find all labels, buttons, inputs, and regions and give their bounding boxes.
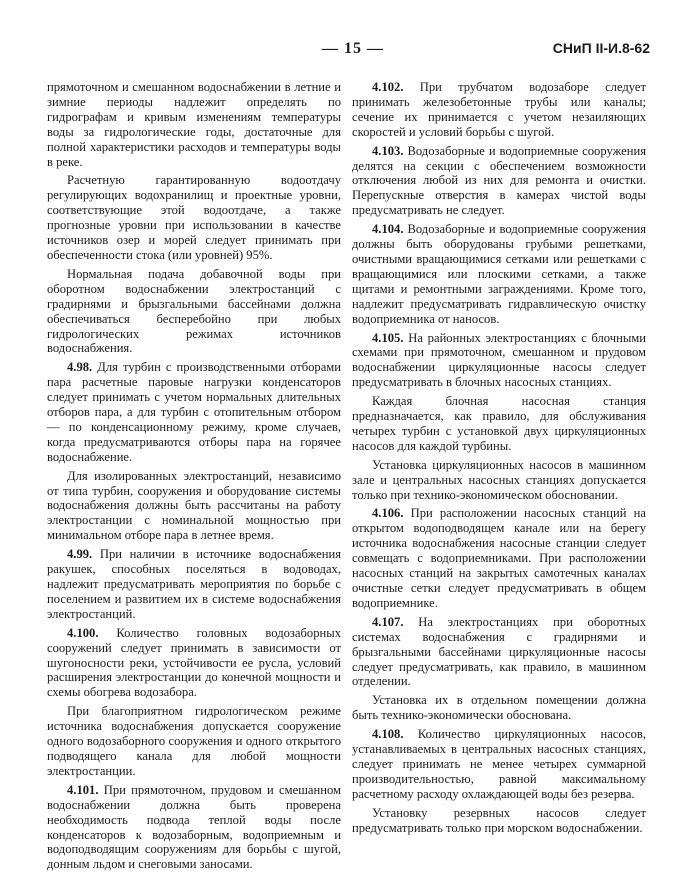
paragraph (352, 693, 646, 723)
paragraph (352, 144, 646, 219)
paragraph-text: Установка циркуляционных насосов в машинном зале и центральных насосных станциях допускается только при технико-экономическом обосновании. (352, 457, 646, 502)
paragraph (352, 458, 646, 503)
paragraph-text: При наличии в источнике водоснабжения ракушек, способных поселяться в водоводах, надлежит предусматривать мероприятия по борьбе с поселением и развитием их в системе водоснабжения электростанций. (47, 547, 341, 621)
paragraph-text: Установку резервных насосов следует предусматривать только при морском водоснабжении. (352, 805, 646, 835)
paragraph-text: При прямоточном, прудовом и смешанном водоснабжении должна быть проверена необходимость подвода теплой воды после конденсаторов к водозаборным, водоприемным и водоподводящим сооружениям для борьбы с шугой, донным льдом и снеговыми заносами. (47, 782, 341, 872)
paragraph-text: Нормальная подача добавочной воды при оборотном водоснабжении электростанций с градирнями и брызгальными бассейнами должна обеспечиваться бесперебойно при любых гидрологических режимах источников водоснабжения. (47, 266, 341, 356)
paragraph (352, 506, 646, 610)
clause-number: 4.100. (67, 625, 99, 640)
paragraph (47, 783, 341, 872)
document-code: СНиП II-И.8-62 (552, 40, 650, 56)
paragraph (352, 394, 646, 454)
left-text-column (47, 80, 341, 876)
paragraph-text: Количество головных водозаборных сооружений следует принимать в зависимости от шугоносности реки, устойчивости ее русла, условий расширения электростанции до конечной мощности и схемы обогрева водозабора. (47, 625, 341, 700)
paragraph (352, 727, 646, 802)
clause-number: 4.108. (372, 727, 404, 742)
paragraph (352, 80, 646, 140)
paragraph (47, 547, 341, 622)
paragraph (352, 331, 646, 391)
paragraph-text: На электростанциях при оборотных системах водоснабжения с градирнями и брызгальными бассейнами циркуляционные насосы следует предусматривать, как правило, в машинном отделении. (352, 614, 646, 689)
paragraph (47, 80, 341, 169)
paragraph-text: Расчетную гарантированную водоотдачу регулирующих водохранилищ и проектные уровни, соответствующие этой водоотдаче, а также прогнозные уровни при использовании в качестве источников озер и морей следует принимать при обеспеченности стока (или уровней) 95%. (47, 173, 341, 262)
paragraph-text: прямоточном и смешанном водоснабжении в летние и зимние периоды надлежит определять по гидрографам и кривым изменениям температуры воды за гидрологические годы, достаточные для полной характеристики расходов и температуры воды в реке. (47, 80, 341, 169)
paragraph-text: Каждая блочная насосная станция предназначается, как правило, для обслуживания четырех турбин с установкой двух циркуляционных насосов для каждой турбины. (352, 394, 646, 453)
paragraph-text: При расположении насосных станций на открытом водоподводящем канале или на берегу источника водоснабжения насосные станции следует совмещать с водоприемниками. При расположении насосных станций на закрытых самотечных каналах очистные сетки следует предусматривать в общем водоприемнике. (352, 506, 646, 610)
clause-number: 4.98. (67, 360, 93, 375)
clause-number: 4.106. (372, 506, 404, 521)
paragraph (352, 615, 646, 690)
clause-number: 4.107. (372, 614, 404, 629)
right-text-column (352, 80, 646, 840)
paragraph (47, 626, 341, 701)
paragraph-text: Водозаборные и водоприемные сооружения делятся на секции с обеспечением возможности отключения любой из них для ремонта и очистки. Перепускные отверстия в камерах чистой воды предусматривать не следует. (352, 143, 646, 218)
paragraph (352, 806, 646, 836)
paragraph-text: При благоприятном гидрологическом режиме источника водоснабжения допускается сооружение одного водозаборного сооружения и одного открытого подводящего канала для любой мощности электростанции. (47, 704, 341, 778)
paragraph-text: Водозаборные и водоприемные сооружения должны быть оборудованы грубыми решетками, очистными вращающимися сетками или решетками с вращающимися или плоскими сетками, а также щитами и ремонтными заграждениями. Кроме того, надлежит предусматривать гидравлическую очистку водоприемника от наносов. (352, 222, 646, 326)
clause-number: 4.99. (67, 547, 93, 562)
paragraph-text: На районных электростанциях с блочными схемами при прямоточном, смешанном и прудовом водоснабжении циркуляционные насосы следует предусматривать в блочных насосных станциях. (352, 330, 646, 390)
clause-number: 4.104. (372, 222, 404, 237)
paragraph (47, 267, 341, 356)
paragraph (47, 360, 341, 464)
page-number: — 15 — (322, 40, 384, 57)
paragraph-text: При трубчатом водозаборе следует принимать железобетонные трубы или каналы; сечение их принимается с учетом незаиляющих скоростей и условий борьбы с шугой. (352, 80, 646, 139)
paragraph (352, 222, 646, 326)
clause-number: 4.101. (67, 782, 99, 797)
paragraph (47, 704, 341, 779)
clause-number: 4.105. (372, 330, 404, 345)
paragraph (47, 173, 341, 262)
paragraph-text: Установка их в отдельном помещении должна быть технико-экономически обоснована. (352, 693, 646, 723)
paragraph-text: Количество циркуляционных насосов, устанавливаемых в центральных насосных станциях, следует принимать не менее четырех суммарной производительностью, равной максимальному расчетному расходу охлаждающей воды без резерва. (352, 727, 646, 801)
paragraph-text: Для изолированных электростанций, независимо от типа турбин, сооружения и оборудование системы водоснабжения должны быть рассчитаны на работу электростанции с номинальной мощностью при минимальном отборе пара в летнее время. (47, 468, 341, 543)
clause-number: 4.103. (372, 143, 404, 158)
paragraph (47, 469, 341, 544)
page-header (56, 40, 650, 62)
clause-number: 4.102. (372, 80, 404, 94)
paragraph-text: Для турбин с производственными отборами пара расчетные паровые нагрузки конденсаторов следует принимать с учетом нормальных длительных отборов пара, а для турбин с отопительным отбором — по конденсационному режиму, кроме случаев, когда предусматриваются отборы пара на горячее водоснабжение. (47, 360, 341, 464)
